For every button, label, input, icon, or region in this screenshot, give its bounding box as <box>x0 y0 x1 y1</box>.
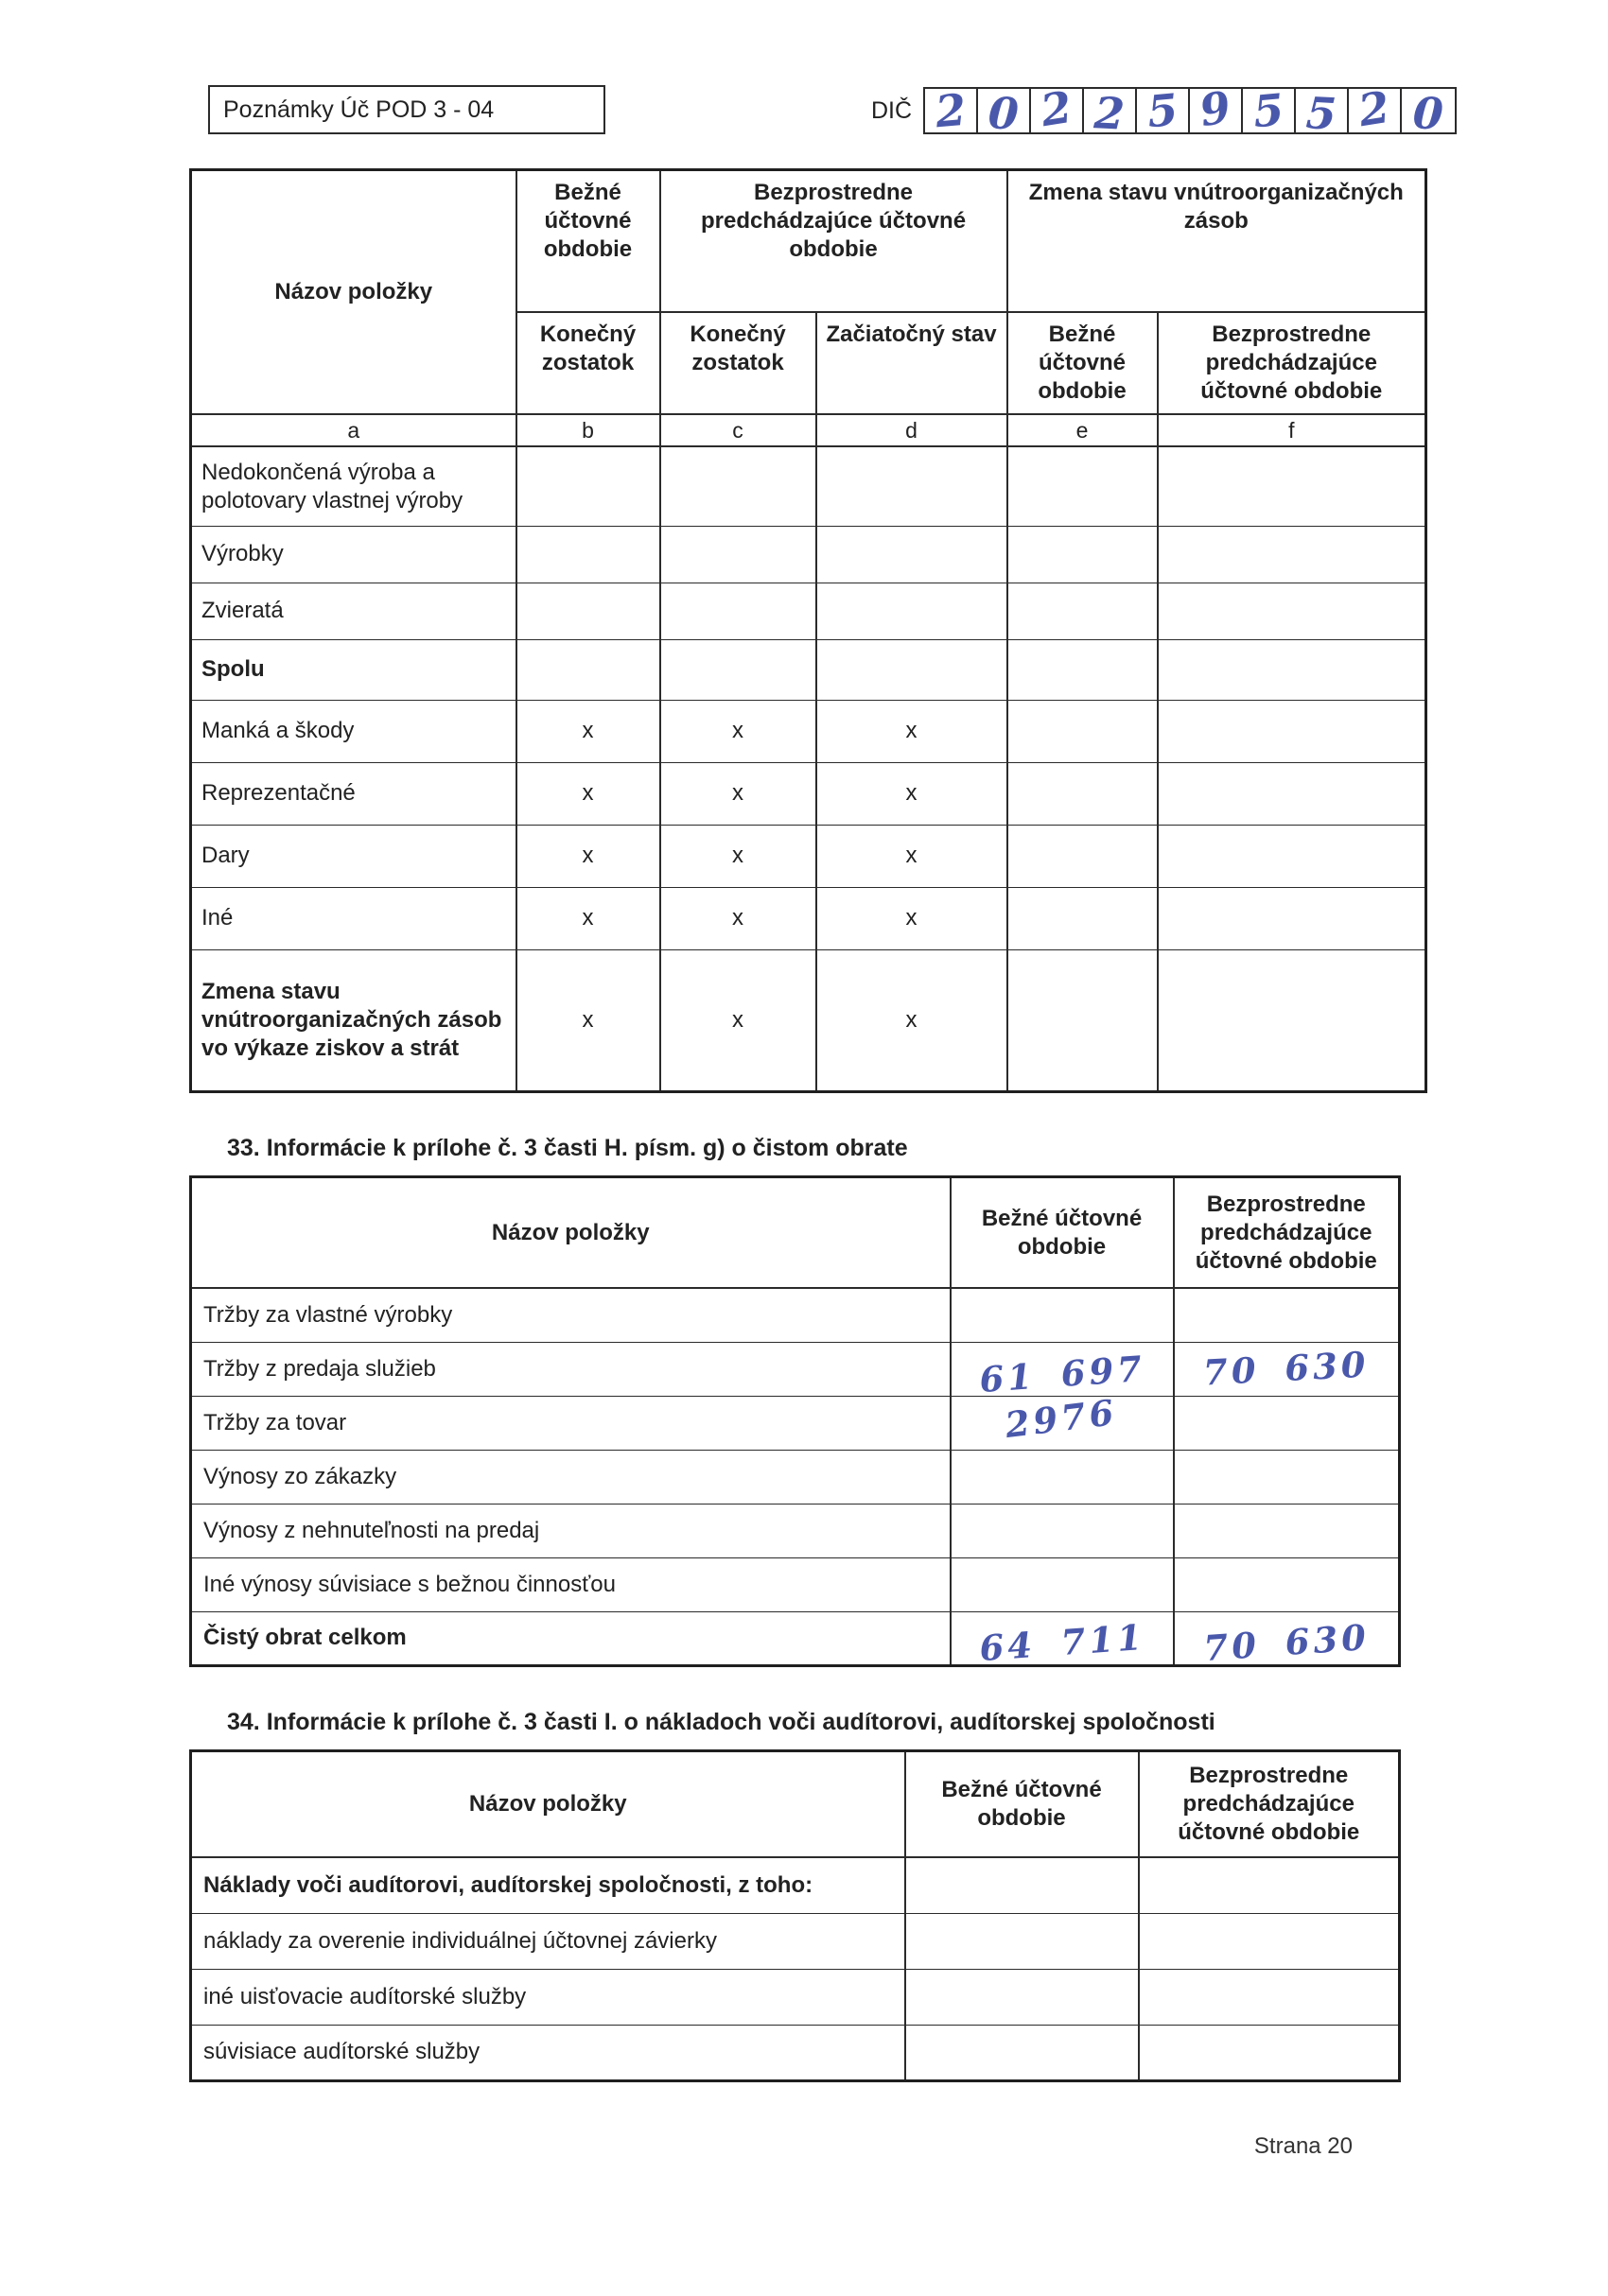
cell-e <box>1007 825 1158 887</box>
row-label: Náklady voči audítorovi, audítorskej spoločnosti, z toho: <box>191 1857 905 1913</box>
cell-e <box>1007 949 1158 1091</box>
document-page <box>0 80 1608 2160</box>
value-previous <box>1174 1557 1400 1611</box>
table-row <box>191 639 1426 700</box>
value-previous <box>1174 1342 1400 1396</box>
cell-f <box>1158 700 1426 762</box>
cell-d: x <box>816 700 1007 762</box>
header-group-change: Zmena stavu vnútroorganizačných zásob <box>1007 170 1426 312</box>
cell-b <box>516 639 660 700</box>
dic-digit: 9 <box>1196 80 1234 137</box>
header-current-period: Bežné účtovné obdobie <box>951 1176 1174 1288</box>
cell-f <box>1158 583 1426 639</box>
cell-d: x <box>816 887 1007 949</box>
header-nazov: Názov položky <box>191 1750 905 1857</box>
row-label: iné uisťovacie audítorské služby <box>191 1969 905 2025</box>
value-current <box>951 1450 1174 1504</box>
table-row <box>191 1557 1400 1611</box>
table-row <box>191 526 1426 583</box>
table-row <box>191 1913 1400 1969</box>
row-label: Spolu <box>191 639 516 700</box>
table-row <box>191 446 1426 526</box>
row-label: Tržby z predaja služieb <box>191 1342 951 1396</box>
row-label: náklady za overenie individuálnej účtovnej závierky <box>191 1913 905 1969</box>
cell-c <box>660 526 816 583</box>
net-turnover-table <box>189 1175 1401 1670</box>
table-row <box>191 949 1426 1091</box>
form-code-box <box>208 85 605 134</box>
dic-digit: 0 <box>1411 87 1445 140</box>
table-row <box>191 583 1426 639</box>
dic-digit: 2 <box>1092 87 1127 140</box>
header-sub-b: Konečný zostatok <box>516 312 660 414</box>
header-nazov: Názov položky <box>191 1176 951 1288</box>
dic-cell <box>1031 80 1084 137</box>
handwritten-value: 64 711 <box>977 1616 1147 1670</box>
cell-b: x <box>516 825 660 887</box>
col-letter: d <box>816 414 1007 447</box>
table-row <box>191 1450 1400 1504</box>
value-current <box>951 1504 1174 1557</box>
cell-d <box>816 526 1007 583</box>
dic-cell <box>1190 80 1243 137</box>
col-letter: e <box>1007 414 1158 447</box>
row-label: Čistý obrat celkom <box>191 1611 951 1665</box>
dic-input-boxes <box>923 80 1457 140</box>
row-label: Výrobky <box>191 526 516 583</box>
value-current <box>951 1611 1174 1670</box>
handwritten-value: 70 630 <box>1202 1616 1372 1670</box>
cell-d <box>816 583 1007 639</box>
value-previous <box>1139 1913 1400 1969</box>
cell-b: x <box>516 762 660 825</box>
cell-e <box>1007 526 1158 583</box>
cell-b <box>516 583 660 639</box>
table-row <box>191 1342 1400 1396</box>
cell-c: x <box>660 949 816 1091</box>
cell-f <box>1158 887 1426 949</box>
cell-e <box>1007 583 1158 639</box>
cell-e <box>1007 446 1158 526</box>
table-row <box>191 762 1426 825</box>
cell-c: x <box>660 762 816 825</box>
value-previous <box>1174 1288 1400 1342</box>
header-row <box>191 1750 1400 1857</box>
section-34-title: 34. Informácie k prílohe č. 3 časti I. o nákladoch voči audítorovi, audítorskej spoločnosti <box>227 1708 1215 1735</box>
cell-e <box>1007 700 1158 762</box>
col-letter: b <box>516 414 660 447</box>
dic-digit: 2 <box>1037 80 1075 137</box>
value-current <box>905 1857 1139 1913</box>
dic-cell <box>1402 87 1455 140</box>
table-row <box>191 887 1426 949</box>
header-current-period: Bežné účtovné obdobie <box>905 1750 1139 1857</box>
inventory-change-table <box>189 168 1427 1093</box>
cell-c <box>660 583 816 639</box>
header-letters-row <box>191 414 1426 447</box>
cell-f <box>1158 949 1426 1091</box>
cell-c: x <box>660 887 816 949</box>
cell-b: x <box>516 949 660 1091</box>
dic-digit: 0 <box>987 87 1021 140</box>
row-label: súvisiace audítorské služby <box>191 2025 905 2080</box>
auditor-costs-table <box>189 1749 1401 2082</box>
cell-d: x <box>816 949 1007 1091</box>
handwritten-value: 61 697 <box>977 1347 1147 1400</box>
header-nazov: Názov položky <box>191 170 516 414</box>
table-row <box>191 2025 1400 2080</box>
table-row <box>191 1288 1400 1342</box>
row-label: Dary <box>191 825 516 887</box>
dic-cell <box>978 87 1031 140</box>
dic-digit: 2 <box>933 83 969 138</box>
value-previous <box>1174 1396 1400 1450</box>
value-previous <box>1174 1450 1400 1504</box>
form-code-label: Poznámky Úč POD 3 - 04 <box>223 96 495 123</box>
cell-f <box>1158 825 1426 887</box>
value-previous <box>1174 1611 1400 1670</box>
header-previous-period: Bezprostredne predchádzajúce účtovné obdobie <box>1174 1176 1400 1288</box>
row-label: Manká a škody <box>191 700 516 762</box>
header-group-current: Bežné účtovné obdobie <box>516 170 660 312</box>
value-current <box>905 2025 1139 2080</box>
cell-d: x <box>816 762 1007 825</box>
dic-group <box>870 80 1457 140</box>
top-bar <box>208 80 1457 140</box>
dic-digit: 5 <box>1250 83 1286 138</box>
value-current <box>905 1913 1139 1969</box>
row-label: Iné výnosy súvisiace s bežnou činnosťou <box>191 1557 951 1611</box>
cell-d <box>816 446 1007 526</box>
header-sub-d: Začiatočný stav <box>816 312 1007 414</box>
table-row <box>191 1504 1400 1557</box>
value-current <box>951 1557 1174 1611</box>
table-row <box>191 1396 1400 1450</box>
cell-c: x <box>660 700 816 762</box>
cell-e <box>1007 887 1158 949</box>
value-previous <box>1139 1969 1400 2025</box>
header-sub-f: Bezprostredne predchádzajúce účtovné obdobie <box>1158 312 1426 414</box>
header-previous-period: Bezprostredne predchádzajúce účtovné obdobie <box>1139 1750 1400 1857</box>
cell-c <box>660 639 816 700</box>
value-current <box>905 1969 1139 2025</box>
table-row <box>191 825 1426 887</box>
table-row <box>191 1969 1400 2025</box>
cell-b: x <box>516 887 660 949</box>
row-label: Výnosy zo zákazky <box>191 1450 951 1504</box>
cell-d <box>816 639 1007 700</box>
table-row <box>191 700 1426 762</box>
value-previous <box>1139 2025 1400 2080</box>
cell-f <box>1158 762 1426 825</box>
cell-b <box>516 446 660 526</box>
cell-d: x <box>816 825 1007 887</box>
dic-cell <box>1349 80 1402 137</box>
value-current <box>951 1342 1174 1400</box>
cell-e <box>1007 639 1158 700</box>
cell-f <box>1158 639 1426 700</box>
row-label: Tržby za tovar <box>191 1396 951 1450</box>
dic-digit: 5 <box>1145 83 1180 138</box>
dic-cell <box>1243 83 1296 138</box>
col-letter: a <box>191 414 516 447</box>
cell-b <box>516 526 660 583</box>
cell-e <box>1007 762 1158 825</box>
row-label: Zvieratá <box>191 583 516 639</box>
row-label: Nedokončená výroba a polotovary vlastnej výroby <box>191 446 516 526</box>
row-label: Tržby za vlastné výrobky <box>191 1288 951 1342</box>
table-row <box>191 1857 1400 1913</box>
value-previous <box>1139 1857 1400 1913</box>
value-current <box>951 1288 1174 1342</box>
col-letter: f <box>1158 414 1426 447</box>
row-label: Iné <box>191 887 516 949</box>
row-label: Reprezentačné <box>191 762 516 825</box>
row-label: Zmena stavu vnútroorganizačných zásob vo výkaze ziskov a strát <box>191 949 516 1091</box>
cell-c <box>660 446 816 526</box>
page-number: Strana 20 <box>1253 2132 1353 2159</box>
header-group-previous: Bezprostredne predchádzajúce účtovné obdobie <box>660 170 1007 312</box>
cell-f <box>1158 446 1426 526</box>
handwritten-value: 70 630 <box>1201 1343 1371 1394</box>
header-group-row <box>191 170 1426 312</box>
dic-cell <box>925 83 978 138</box>
header-row <box>191 1176 1400 1288</box>
dic-cell <box>1137 83 1190 138</box>
dic-digit: 5 <box>1304 87 1338 140</box>
header-sub-e: Bežné účtovné obdobie <box>1007 312 1158 414</box>
handwritten-value: 2976 <box>1003 1390 1120 1446</box>
section-33-title: 33. Informácie k prílohe č. 3 časti H. písm. g) o čistom obrate <box>227 1134 908 1161</box>
dic-digit: 2 <box>1355 80 1393 137</box>
dic-cell <box>1296 87 1349 140</box>
cell-c: x <box>660 825 816 887</box>
cell-b: x <box>516 700 660 762</box>
value-current <box>951 1390 1174 1450</box>
value-previous <box>1174 1504 1400 1557</box>
row-label: Výnosy z nehnuteľnosti na predaj <box>191 1504 951 1557</box>
page-content <box>189 168 1424 2160</box>
table-row <box>191 1611 1400 1665</box>
header-sub-c: Konečný zostatok <box>660 312 816 414</box>
dic-cell <box>1084 87 1137 140</box>
col-letter: c <box>660 414 816 447</box>
dic-label: DIČ <box>870 96 912 124</box>
cell-f <box>1158 526 1426 583</box>
